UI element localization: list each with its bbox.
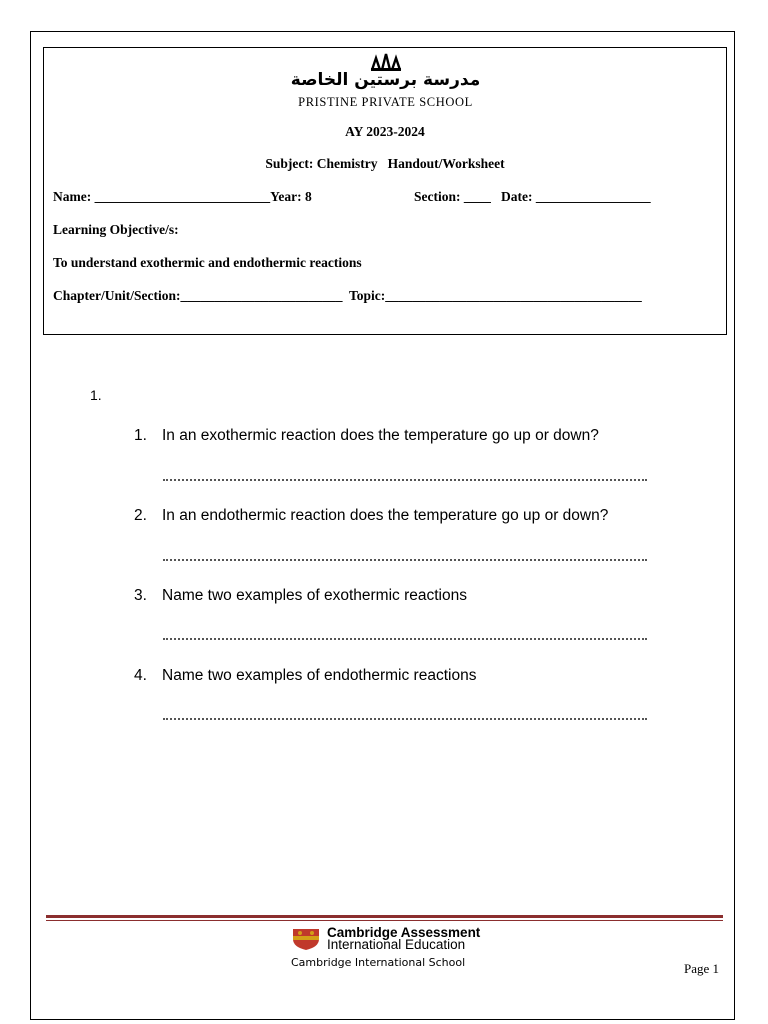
- cambridge-school-label: Cambridge International School: [291, 956, 466, 969]
- cambridge-subtitle: International Education: [327, 937, 466, 952]
- academic-year: AY 2023-2024: [345, 124, 425, 139]
- question-number: 1.: [134, 427, 147, 444]
- question-3: [134, 587, 467, 605]
- question-4: [134, 667, 476, 685]
- footer-rule: [46, 915, 723, 918]
- cambridge-title: Cambridge Assessment: [327, 925, 481, 940]
- learning-objective-label: Learning Objective/s:: [53, 222, 179, 237]
- cambridge-logo: [291, 927, 511, 975]
- page-number: Page 1: [684, 961, 720, 976]
- school-name-english: PRISTINE PRIVATE SCHOOL: [298, 95, 473, 109]
- question-text: Name two examples of endothermic reactions: [162, 667, 477, 684]
- question-number: 4.: [134, 667, 147, 684]
- list-marker: 1.: [90, 387, 102, 403]
- school-logo: [278, 50, 493, 112]
- school-name-arabic: مدرسة برستين الخاصة: [290, 70, 481, 90]
- footer-rule-thin: [46, 920, 723, 921]
- question-1: [134, 427, 599, 445]
- learning-objective-text: To understand exothermic and endothermic reactions: [53, 255, 362, 270]
- question-number: 3.: [134, 587, 147, 604]
- cambridge-shield-icon: [291, 927, 321, 951]
- section-date-field: Section: ____ Date: _________________: [414, 189, 651, 204]
- chapter-topic-field: Chapter/Unit/Section:________________________ Topic:______________________________________: [53, 288, 642, 303]
- question-2: [134, 507, 608, 525]
- question-text: Name two examples of exothermic reactions: [162, 587, 467, 604]
- question-number: 2.: [134, 507, 147, 524]
- answer-line-4[interactable]: [163, 718, 647, 720]
- name-year-field: Name: __________________________Year: 8: [53, 189, 312, 204]
- answer-line-2[interactable]: [163, 559, 647, 561]
- question-text: In an exothermic reaction does the temperature go up or down?: [162, 427, 599, 444]
- subject-line: Subject: Chemistry Handout/Worksheet: [265, 156, 505, 171]
- answer-line-1[interactable]: [163, 479, 647, 481]
- question-text: In an endothermic reaction does the temperature go up or down?: [162, 507, 609, 524]
- answer-line-3[interactable]: [163, 638, 647, 640]
